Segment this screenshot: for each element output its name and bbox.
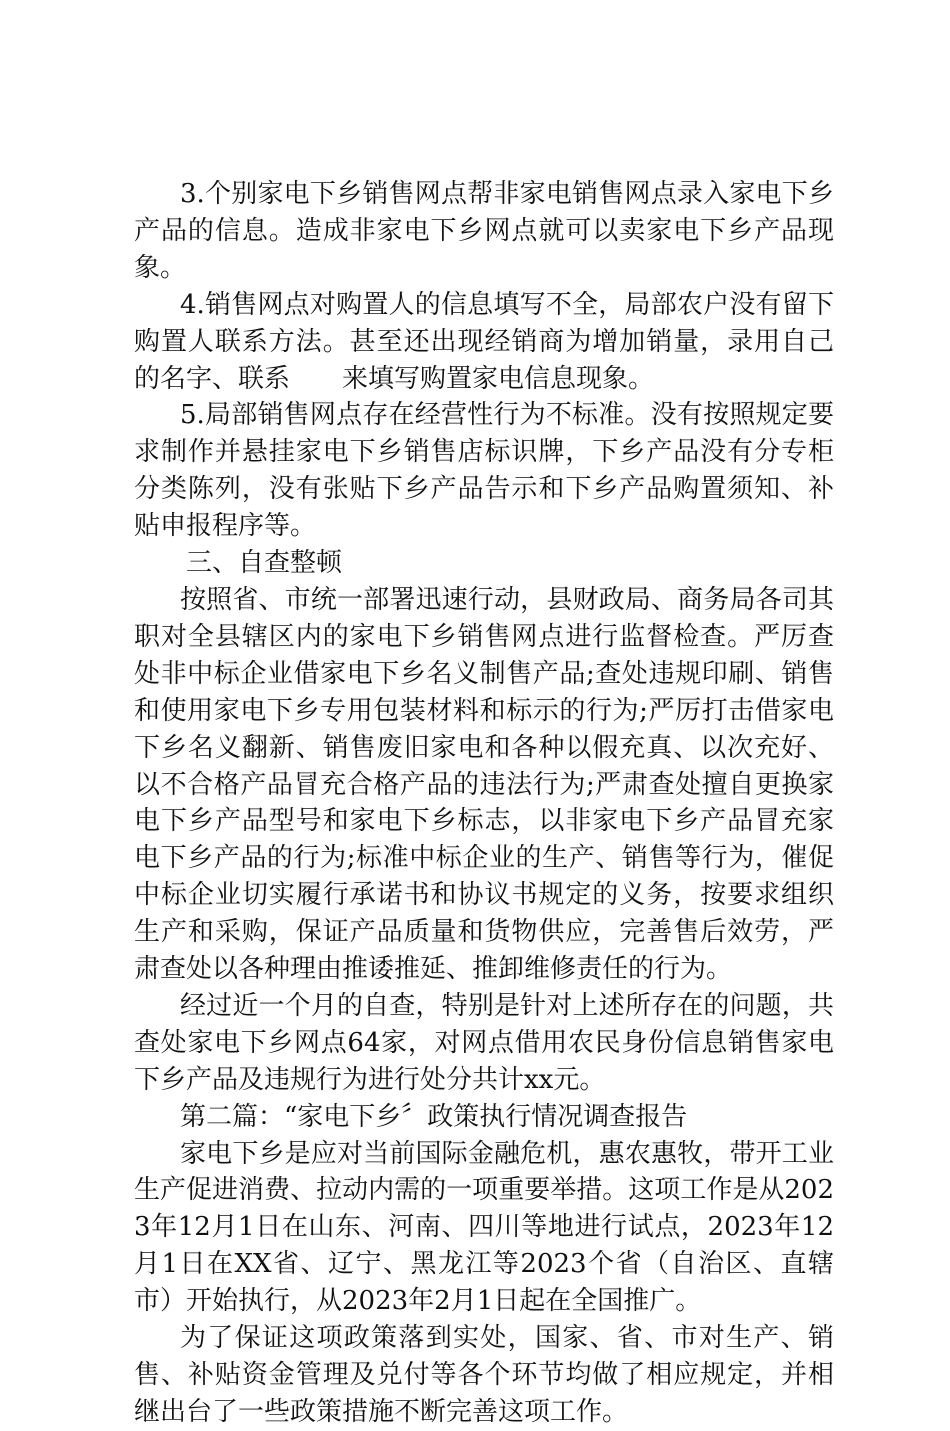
document-body bbox=[134, 176, 834, 1431]
paragraph-inspection-actions: 按照省、市统一部署迅速行动，县财政局、商务局各司其职对全县辖区内的家电下乡销售网点进行监督检查。严厉查处非中标企业借家电下乡名义制售产品;查处违规印刷、销售和使用家电下乡专用包装材料和标示的行为;严厉打击借家电下乡名义翻新、销售废旧家电和各种以假充真、以次充好、以不合格产品冒充合格产品的违法行为;严肃查处擅自更换家电下乡产品型号和家电下乡标志，以非家电下乡产品冒充家电下乡产品的行为;标准中标企业的生产、销售等行为，催促中标企业切实履行承诺书和协议书规定的义务，按要求组织生产和采购，保证产品质量和货物供应，完善售后效劳，严肃查处以各种理由推诿推延、推卸维修责任的行为。 bbox=[134, 584, 834, 985]
chapter-heading-second: 第二篇：“家电下乡〞政策执行情况调查报告 bbox=[180, 1101, 688, 1132]
paragraph-policy-background: 家电下乡是应对当前国际金融危机，惠农惠牧，带开工业生产促进消费、拉动内需的一项重要举措。这项工作是从2023年12月1日在山东、河南、四川等地进行试点，2023年12月1日在XX省、辽宁、黑龙江等2023个省（自治区、直辖市）开始执行，从2023年2月1日起在全国推广。 bbox=[134, 1138, 834, 1317]
paragraph-item-4: 4.销售网点对购置人的信息填写不全，局部农户没有留下购置人联系方法。甚至还出现经销商为增加销量，录用自己的名字、联系 来填写购置家电信息现象。 bbox=[134, 289, 834, 394]
paragraph-inspection-results: 经过近一个月的自查，特别是针对上述所存在的问题，共查处家电下乡网点64家，对网点借用农民身份信息销售家电下乡产品及违规行为进行处分共计xx元。 bbox=[134, 990, 834, 1095]
paragraph-policy-measures: 为了保证这项政策落到实处，国家、省、市对生产、销售、补贴资金管理及兑付等各个环节均做了相应规定，并相继出台了一些政策措施不断完善这项工作。 bbox=[134, 1323, 834, 1427]
section-heading-self-inspection: 三、自查整顿 bbox=[186, 548, 343, 579]
paragraph-item-3: 3.个别家电下乡销售网点帮非家电销售网点录入家电下乡产品的信息。造成非家电下乡网点就可以卖家电下乡产品现象。 bbox=[134, 179, 834, 283]
paragraph-item-5: 5.局部销售网点存在经营性行为不标准。没有按照规定要求制作并悬挂家电下乡销售店标识牌，下乡产品没有分专柜分类陈列，没有张贴下乡产品告示和下乡产品购置须知、补贴申报程序等。 bbox=[134, 400, 834, 542]
